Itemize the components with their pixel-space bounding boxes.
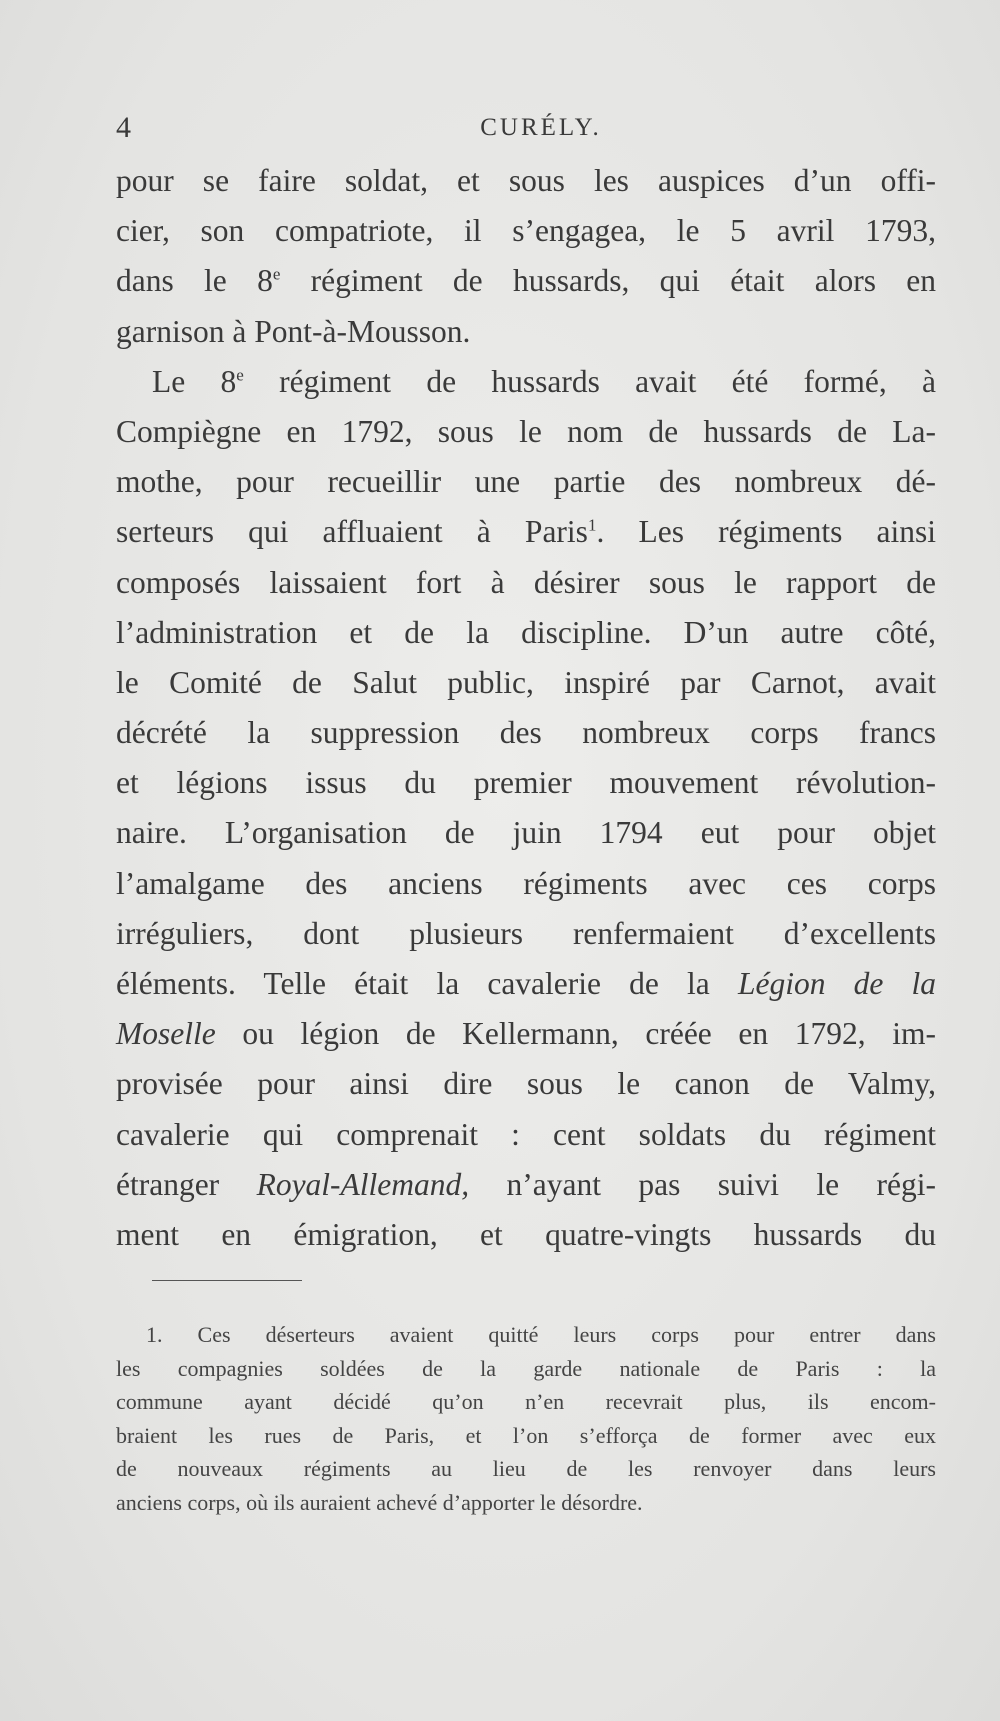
text-line: dans le 8e régiment de hussards, qui était alors en	[116, 263, 936, 299]
page-number: 4	[116, 111, 131, 144]
superscript: e	[272, 264, 281, 284]
footnote-line: braient les rues de Paris, et l’on s’efforça de former avec eux	[116, 1422, 936, 1448]
text-line: étranger Royal-Allemand, n’ayant pas suivi le régi-	[116, 1166, 936, 1202]
text-line: pour se faire soldat, et sous les auspices d’un offi-	[116, 163, 936, 198]
text-line: cier, son compatriote, il s’engagea, le 5 avril 1793,	[116, 213, 936, 249]
text-line: et légions issus du premier mouvement révolution-	[116, 765, 936, 801]
footnote	[116, 1318, 936, 1520]
superscript: e	[236, 365, 244, 385]
text-line: garnison à Pont-à-Mousson.	[116, 313, 471, 349]
main-text	[116, 156, 936, 1260]
footnote-line: les compagnies soldées de la garde nationale de Paris : la	[116, 1355, 936, 1381]
text-line: éléments. Telle était la cavalerie de la Légion de la	[116, 966, 936, 1001]
text-line: décrété la suppression des nombreux corps francs	[116, 715, 936, 751]
italic-text: Légion de la	[737, 966, 936, 1001]
text-line: Compiègne en 1792, sous le nom de hussards de La-	[116, 413, 936, 449]
footnote-line: 1. Ces déserteurs avaient quitté leurs corps pour entrer dans	[146, 1322, 936, 1347]
footnote-line: anciens corps, où ils auraient achevé d’apporter le désordre.	[116, 1489, 643, 1515]
text-line: Moselle ou légion de Kellermann, créée en 1792, im-	[116, 1016, 936, 1052]
footnote-separator	[152, 1280, 302, 1281]
text-line: irréguliers, dont plusieurs renfermaient d’excellents	[116, 915, 936, 951]
italic-text: Moselle	[116, 1016, 216, 1052]
text-line: le Comité de Salut public, inspiré par Carnot, avait	[116, 664, 936, 700]
text-line: l’administration et de la discipline. D’un autre côté,	[116, 614, 936, 650]
footnote-line: de nouveaux régiments au lieu de les renvoyer dans leurs	[116, 1456, 936, 1482]
text-line: provisée pour ainsi dire sous le canon de Valmy,	[116, 1066, 936, 1102]
text-line: serteurs qui affluaient à Paris$^1$. Les régiments ainsi	[116, 514, 936, 550]
text-line: Le 8e régiment de hussards avait été formé, à	[152, 363, 936, 399]
text-line: cavalerie qui comprenait : cent soldats du régiment	[116, 1116, 936, 1152]
text-line: mothe, pour recueillir une partie des nombreux dé-	[116, 464, 936, 500]
page-header	[116, 108, 936, 148]
footnote-marker[interactable]: 1	[587, 515, 597, 535]
text-line: l’amalgame des anciens régiments avec ces corps	[116, 865, 936, 901]
italic-text: Royal-Allemand,	[256, 1166, 470, 1202]
text-line: composés laissaient fort à désirer sous le rapport de	[116, 564, 936, 600]
running-head: CURÉLY.	[480, 114, 602, 141]
footnote-line: commune ayant décidé qu’on n’en recevrait plus, ils encom-	[116, 1389, 936, 1415]
text-line: ment en émigration, et quatre-vingts hussards du	[116, 1216, 936, 1252]
text-line: naire. L’organisation de juin 1794 eut pour objet	[116, 815, 936, 851]
